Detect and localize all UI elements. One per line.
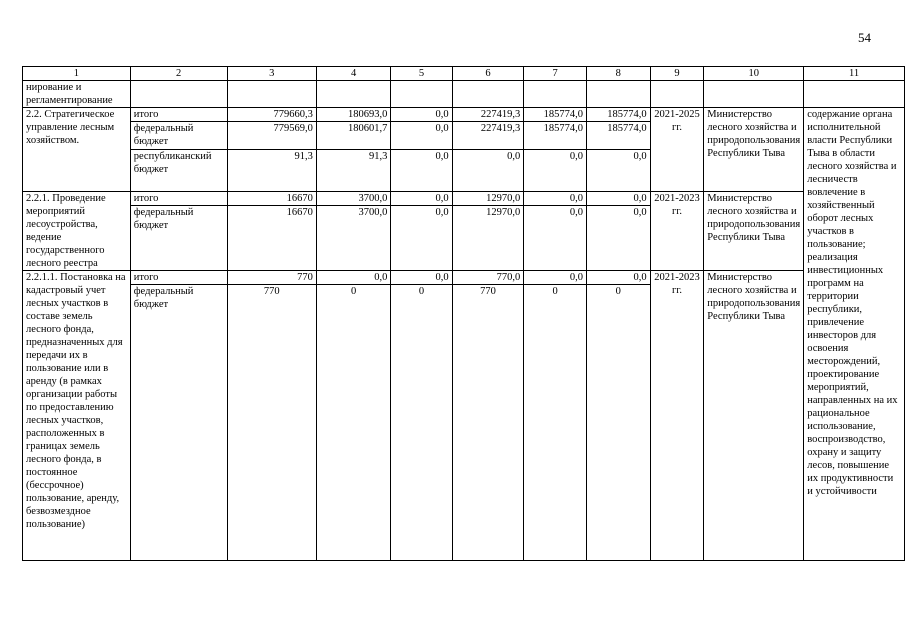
- cell-value: 0,0: [524, 192, 587, 206]
- funding-source: федеральный бюджет: [130, 122, 227, 150]
- executor-cell: Министерство лесного хозяйства и природопользования Республики Тыва: [704, 271, 804, 561]
- cell-value: 0,0: [391, 150, 452, 192]
- col-header: 6: [452, 67, 524, 81]
- cell-2021: 91,3: [316, 150, 391, 192]
- cell-value: 0,0: [524, 150, 587, 192]
- cell-value: 185774,0: [586, 122, 650, 150]
- table-row: [23, 81, 905, 108]
- activity-name: 2.2.1.1. Постановка на кадастровый учет лесных участков в составе земель лесного фонда, предназначенных для передачи их в пользование или в аренду (в рамках организации работы по предоставлению лесных участков, расположенных в границах земель лесного фонда, в постоянное (бессрочное) пользование, аренду, безвозмездное пользование): [23, 271, 131, 561]
- cell-value: 0,0: [586, 150, 650, 192]
- program-table: [22, 66, 905, 561]
- column-numbers-row: [23, 67, 905, 81]
- col-header: 4: [316, 67, 391, 81]
- cell-value: 227419,3: [452, 122, 524, 150]
- activity-name: 2.2.1. Проведение мероприятий лесоустройства, ведение государственного лесного реестра: [23, 192, 131, 271]
- col-header: 10: [704, 67, 804, 81]
- cell-value: 0,0: [391, 108, 452, 122]
- col-header: 3: [227, 67, 316, 81]
- cell-value: 0,0: [452, 150, 524, 192]
- col-header: 8: [586, 67, 650, 81]
- cell-value: 0,0: [391, 192, 452, 206]
- cell-value: 0,0: [391, 206, 452, 271]
- cell-total: 770: [227, 285, 316, 561]
- result-cell: содержание органа исполнительной власти Республики Тыва в области лесного хозяйства и лесничеств вовлечение в хозяйственный оборот лесных участков в пользование; реализация инвестиционных программ на территории республики, привлечение инвесторов для освоения месторождений, проектирование мероприятий, направленных на их рациональное использование, воспроизводство, охрану и защиту лесов, повышение их продуктивности и устойчивости: [804, 108, 905, 561]
- funding-source: итого: [130, 108, 227, 122]
- cell-value: 12970,0: [452, 206, 524, 271]
- cell-value: 227419,3: [452, 108, 524, 122]
- cell-value: 0: [391, 285, 452, 561]
- activity-name: нирование и регламентирование: [23, 81, 131, 108]
- cell-2021: 0,0: [316, 271, 391, 285]
- cell-total: 16670: [227, 206, 316, 271]
- cell-total: 779660,3: [227, 108, 316, 122]
- funding-source: республиканский бюджет: [130, 150, 227, 192]
- page-number: 54: [858, 30, 871, 45]
- period-cell: 2021-2025 гг.: [650, 108, 704, 192]
- cell-value: 770,0: [452, 271, 524, 285]
- cell-total: 779569,0: [227, 122, 316, 150]
- cell-total: 91,3: [227, 150, 316, 192]
- table-row: [23, 108, 905, 122]
- cell-value: 770: [452, 285, 524, 561]
- cell-2021: 180601,7: [316, 122, 391, 150]
- executor-cell: Министерство лесного хозяйства и природопользования Республики Тыва: [704, 108, 804, 192]
- cell-value: 0,0: [391, 271, 452, 285]
- cell-value: 0,0: [524, 206, 587, 271]
- col-header: 2: [130, 67, 227, 81]
- col-header: 1: [23, 67, 131, 81]
- cell-2021: 180693,0: [316, 108, 391, 122]
- col-header: 5: [391, 67, 452, 81]
- table-row: [23, 271, 905, 285]
- funding-source: итого: [130, 271, 227, 285]
- cell-2021: 0: [316, 285, 391, 561]
- cell-total: 16670: [227, 192, 316, 206]
- cell-2021: 3700,0: [316, 206, 391, 271]
- executor-cell: Министерство лесного хозяйства и природопользования Республики Тыва: [704, 192, 804, 271]
- funding-source: федеральный бюджет: [130, 206, 227, 271]
- cell-value: 185774,0: [524, 108, 587, 122]
- funding-source: федеральный бюджет: [130, 285, 227, 561]
- cell-value: 0: [586, 285, 650, 561]
- cell-2021: 3700,0: [316, 192, 391, 206]
- period-cell: 2021-2023 гг.: [650, 271, 704, 561]
- period-cell: 2021-2023 гг.: [650, 192, 704, 271]
- col-header: 7: [524, 67, 587, 81]
- cell-value: 12970,0: [452, 192, 524, 206]
- cell-value: 0,0: [524, 271, 587, 285]
- table-row: [23, 192, 905, 206]
- cell-value: 185774,0: [524, 122, 587, 150]
- cell-value: 0,0: [586, 206, 650, 271]
- cell-value: 0,0: [586, 271, 650, 285]
- col-header: 11: [804, 67, 905, 81]
- funding-source: итого: [130, 192, 227, 206]
- cell-total: 770: [227, 271, 316, 285]
- cell-value: 0: [524, 285, 587, 561]
- cell-value: 0,0: [586, 192, 650, 206]
- cell-value: 0,0: [391, 122, 452, 150]
- col-header: 9: [650, 67, 704, 81]
- cell-value: 185774,0: [586, 108, 650, 122]
- activity-name: 2.2. Стратегическое управление лесным хозяйством.: [23, 108, 131, 192]
